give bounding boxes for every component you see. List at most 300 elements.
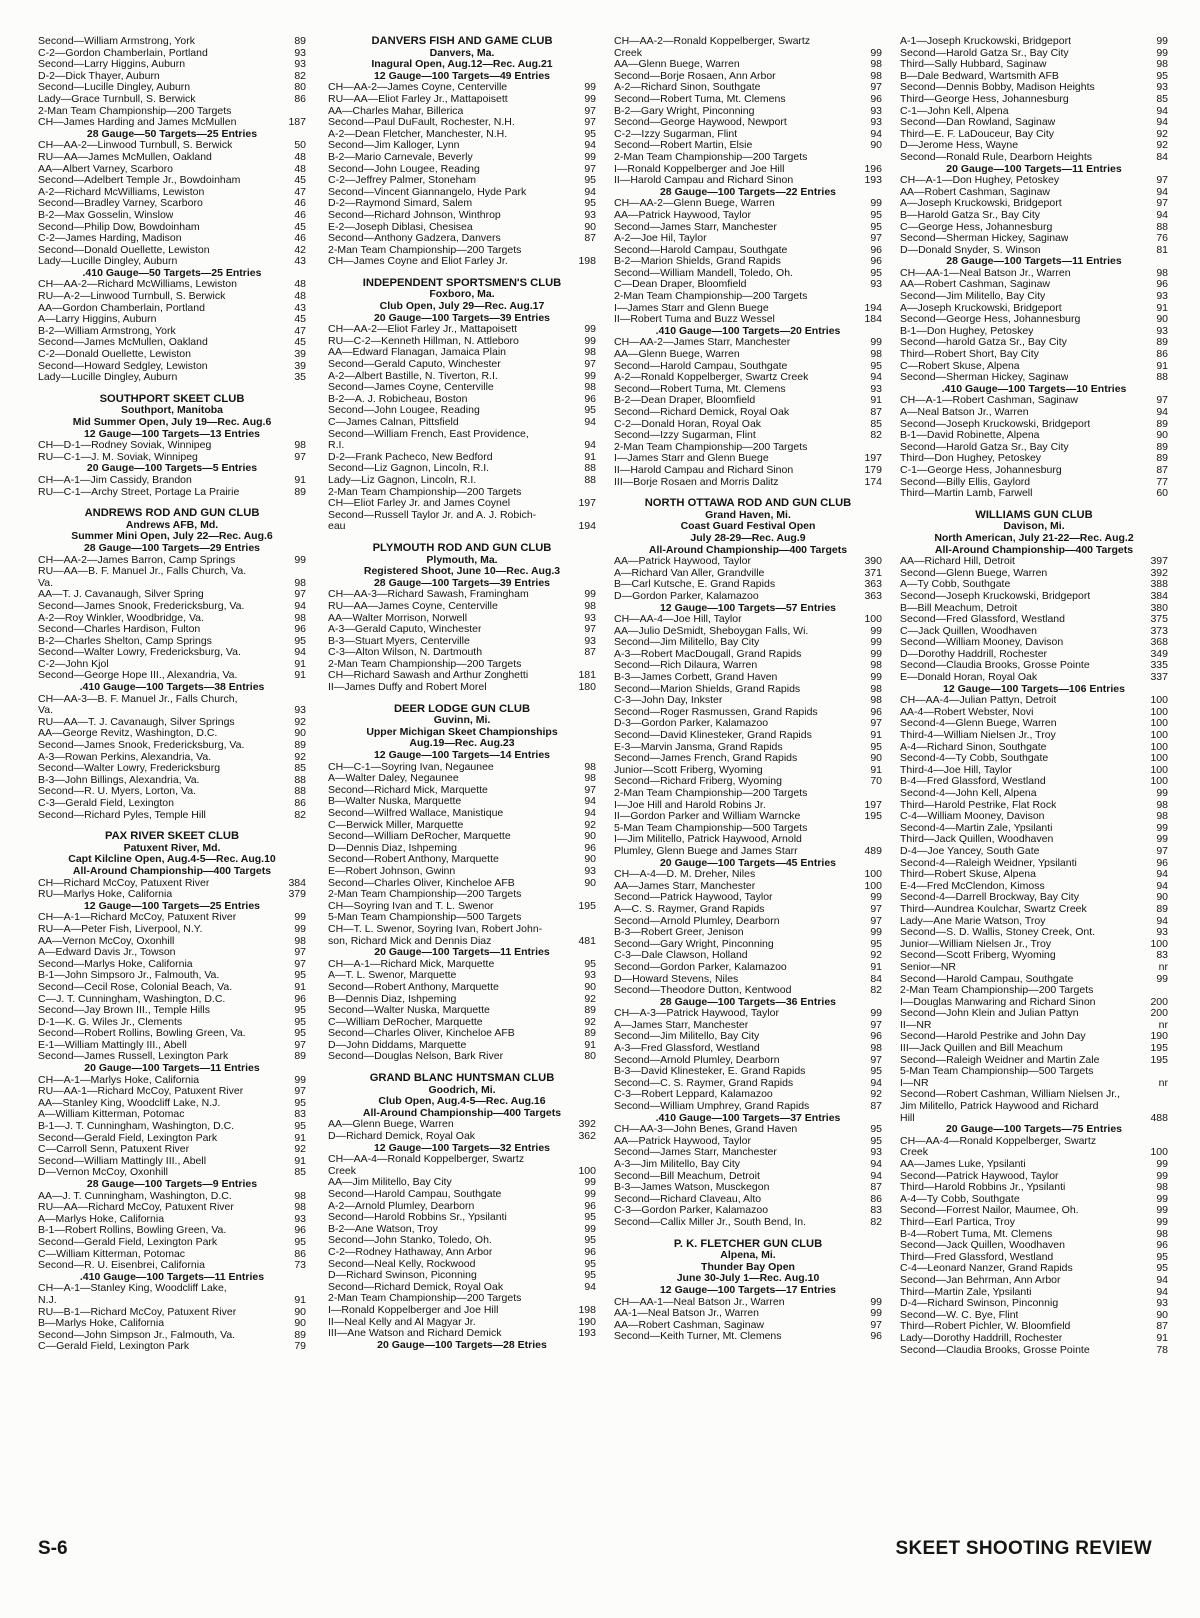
event-heading: 12 Gauge—100 Targets—106 Entries: [943, 682, 1125, 695]
result-score: 380: [1150, 601, 1168, 614]
result-row: [38, 763, 306, 775]
result-entry: Second—Gerald Caputo, Winchester: [328, 359, 501, 371]
result-score: 89: [1156, 452, 1168, 465]
result-row: [328, 452, 596, 464]
result-entry: Second—Harold Gatza Sr., Bay City: [900, 47, 1069, 59]
result-row: [614, 916, 882, 928]
result-row: [614, 71, 882, 83]
result-entry: Second—James McMullen, Oakland: [38, 337, 208, 349]
result-score: 198: [578, 1303, 596, 1316]
result-row: [614, 1136, 882, 1148]
result-row: [328, 140, 596, 152]
event-heading: Goodrich, Mi.: [428, 1083, 496, 1096]
result-score: 89: [1156, 440, 1168, 453]
event-heading: July 28-29—Rec. Aug.9: [690, 531, 806, 544]
magazine-title: SKEET SHOOTING REVIEW: [895, 1538, 1152, 1559]
result-entry: C-2—Rodney Hathaway, Ann Arbor: [328, 1246, 493, 1258]
result-entry: Second—George Hope III., Alexandria, Va.: [38, 670, 238, 682]
result-score: [860, 152, 882, 164]
result-entry: E—Donald Horan, Royal Oak: [900, 672, 1038, 684]
result-row: [38, 947, 306, 959]
result-row: [900, 1089, 1168, 1101]
result-row: [38, 717, 306, 729]
result-entry: Second—Ronald Rule, Dearborn Heights: [900, 151, 1093, 163]
result-row: [38, 1260, 306, 1272]
result-row: [900, 419, 1168, 431]
result-score: 200: [1150, 995, 1168, 1008]
result-entry: Third—Earl Partica, Troy: [900, 1216, 1015, 1228]
result-score: 100: [1150, 763, 1168, 776]
event-heading: All-Around Championship—400 Targets: [362, 1106, 562, 1119]
result-score: 392: [578, 1118, 596, 1131]
result-entry: Third—Don Hughey, Petoskey: [900, 453, 1042, 465]
result-row: [900, 916, 1168, 928]
result-entry: I—Joe Hill and Harold Robins Jr.: [614, 799, 766, 811]
result-score: 99: [584, 588, 596, 601]
result-score: 94: [870, 1158, 882, 1170]
result-score: 190: [578, 1315, 596, 1328]
result-row: [328, 1131, 596, 1143]
result-row: [900, 939, 1168, 951]
result-row: [900, 579, 1168, 591]
result-score: 95: [294, 1004, 306, 1017]
result-score: 89: [294, 485, 306, 498]
result-entry: Second—C. S. Raymer, Grand Rapids: [614, 1077, 794, 1089]
result-row: [38, 659, 306, 671]
result-score: 99: [870, 647, 882, 660]
result-score: 89: [1156, 902, 1168, 915]
event-heading: 20 Gauge—100 Targets—39 Entries: [373, 311, 551, 324]
result-row: [328, 175, 596, 187]
result-score: 77: [1156, 475, 1168, 488]
result-row: [38, 1202, 306, 1214]
result-score: 90: [584, 876, 596, 889]
result-entry: Va.: [38, 577, 53, 589]
result-entry: Second—Larry Higgins, Auburn: [38, 59, 186, 71]
result-score: 93: [294, 1212, 306, 1225]
result-entry: Lady—Lucille Dingley, Auburn: [38, 256, 178, 268]
result-score: 335: [1150, 659, 1168, 672]
result-score: 93: [870, 116, 882, 129]
result-row: [614, 1008, 882, 1020]
result-score: 97: [584, 358, 596, 371]
result-entry: Second—Dan Rowland, Saginaw: [900, 117, 1056, 129]
result-entry: B-3—James Corbett, Grand Haven: [614, 672, 778, 684]
result-entry: Second—Charles Oliver, Kincheloe AFB: [328, 877, 515, 889]
result-entry: D—Dorothy Haddrill, Rochester: [900, 648, 1048, 660]
result-score: 90: [294, 1305, 306, 1318]
event-heading: 20 Gauge—100 Targets—45 Entries: [659, 856, 837, 869]
result-entry: Third—Aundrea Koulchar, Swartz Creek: [900, 903, 1087, 915]
result-row: [900, 753, 1168, 765]
result-row: [614, 753, 882, 765]
result-entry: A-2—Arnold Plumley, Dearborn: [328, 1200, 475, 1212]
result-score: 179: [864, 463, 882, 476]
result-row: [614, 1031, 882, 1043]
result-score: 99: [1156, 36, 1168, 47]
result-entry: Second—Claudia Brooks, Grosse Pointe: [900, 1344, 1090, 1356]
result-row: [900, 1345, 1168, 1357]
result-row: [900, 1159, 1168, 1171]
result-score: 174: [864, 475, 882, 488]
result-entry: A—C. S. Raymer, Grand Rapids: [614, 903, 765, 915]
result-row: [900, 1043, 1168, 1055]
result-entry: Second—William Mattingly III., Abell: [38, 1155, 207, 1167]
result-entry: B-2—Mario Carnevale, Beverly: [328, 151, 473, 163]
result-score: 93: [1156, 1297, 1168, 1310]
result-score: 95: [584, 174, 596, 187]
result-row: [38, 487, 306, 499]
result-row: [614, 881, 882, 893]
result-score: 388: [1150, 578, 1168, 591]
result-score: 48: [294, 150, 306, 163]
result-score: 95: [584, 1234, 596, 1247]
result-row: [328, 1017, 596, 1029]
result-entry: Junior—Scott Friberg, Wyoming: [614, 764, 763, 776]
result-entry: A-2—Richard McWilliams, Lewiston: [38, 186, 205, 198]
result-entry: Second—Robert Anthony, Marquette: [328, 854, 499, 866]
event-heading: 28 Gauge—100 Targets—22 Entries: [659, 185, 837, 198]
result-row: [900, 175, 1168, 187]
result-row: [328, 843, 596, 855]
event-heading: .410 Gauge—50 Targets—25 Entries: [82, 266, 262, 279]
result-row: [38, 959, 306, 971]
result-row: [614, 291, 882, 303]
result-row: [614, 279, 882, 291]
result-entry: A-2—Joe Hil, Taylor: [614, 233, 707, 245]
event-heading: Foxboro, Ma.: [429, 288, 495, 301]
result-entry: B—Marlys Hoke, California: [38, 1318, 165, 1330]
result-row: [900, 1240, 1168, 1252]
result-entry: Second—William Armstrong, York: [38, 36, 195, 47]
result-score: 43: [294, 301, 306, 314]
result-row: [614, 1171, 882, 1183]
result-score: 90: [1156, 1308, 1168, 1321]
result-entry: Second—Jack Quillen, Woodhaven: [900, 1240, 1065, 1252]
result-score: [1146, 985, 1168, 997]
result-entry: Second—Harold Campau, Southgate: [328, 1189, 502, 1200]
result-score: 197: [578, 497, 596, 510]
result-score: 95: [870, 1134, 882, 1147]
result-entry: C-4—Leonard Nanzer, Grand Rapids: [900, 1263, 1073, 1275]
result-row: [900, 823, 1168, 835]
result-entry: Second—Patrick Haywood, Taylor: [900, 1170, 1059, 1182]
result-entry: Second—Jay Brown III., Temple Hills: [38, 1005, 210, 1017]
result-entry: II—Harold Campau and Richard Sinon: [614, 175, 794, 187]
result-score: 84: [1156, 150, 1168, 163]
result-entry: D-2—Raymond Simard, Salem: [328, 198, 473, 210]
event-heading: Thunder Bay Open: [701, 1260, 795, 1273]
result-score: 83: [1156, 949, 1168, 962]
result-row: [328, 1305, 596, 1317]
result-row: [38, 245, 306, 257]
result-row: [614, 129, 882, 141]
result-entry: CH—A-4—D. M. Dreher, Niles: [614, 869, 756, 881]
result-entry: C-3—Alton Wilson, N. Dartmouth: [328, 647, 483, 659]
result-entry: Second—John Klein and Julian Pattyn: [900, 1008, 1079, 1020]
result-score: 363: [864, 578, 882, 591]
result-score: 90: [294, 727, 306, 740]
result-entry: Second—Jan Behrman, Ann Arbor: [900, 1274, 1061, 1286]
result-score: 91: [294, 657, 306, 670]
result-row: [614, 788, 882, 800]
result-score: 93: [870, 1146, 882, 1159]
result-score: 93: [584, 969, 596, 982]
result-entry: CH—AA-2—Ronald Koppelberger, Swartz: [614, 36, 811, 47]
result-score: 96: [870, 1330, 882, 1343]
result-entry: C-2—Gordon Chamberlain, Portland: [38, 47, 208, 59]
result-entry: Second—Harold Campau, Southgate: [614, 360, 788, 372]
result-score: 88: [1156, 220, 1168, 233]
result-entry: Second—Dennis Bobby, Madison Heights: [900, 82, 1095, 94]
club-title: ANDREWS ROD AND GUN CLUB: [84, 507, 260, 520]
event-heading: Mid Summer Open, July 19—Rec. Aug.6: [72, 416, 272, 428]
result-score: 95: [870, 266, 882, 279]
result-entry: Second—Scott Friberg, Wyoming: [900, 950, 1056, 962]
result-row: [614, 245, 882, 257]
result-row: [328, 1154, 596, 1166]
result-entry: AA—Julio DeSmidt, Sheboygan Falls, Wi.: [614, 625, 809, 637]
result-score: 82: [870, 984, 882, 997]
result-score: 92: [584, 992, 596, 1005]
event-heading: 12 Gauge—100 Targets—13 Entries: [83, 427, 261, 440]
result-entry: B—Harold Gatza Sr., Bay City: [900, 209, 1041, 221]
result-entry: II—Robert Tuma and Buzz Wessel: [614, 314, 775, 326]
result-entry: Second—Callix Miller Jr., South Bend, In.: [614, 1216, 807, 1228]
result-row: [900, 291, 1168, 303]
result-entry: AA—Jim Militello, Bay City: [328, 1177, 452, 1189]
result-score: 99: [870, 1295, 882, 1308]
result-score: 100: [1150, 1146, 1168, 1159]
event-heading: 12 Gauge—100 Targets—57 Entries: [659, 601, 837, 614]
result-entry: I—Ronald Koppelberger and Joe Hill: [614, 163, 785, 175]
result-row: [900, 776, 1168, 788]
result-score: 98: [294, 1189, 306, 1202]
result-entry: D—Howard Stevens, Niles: [614, 973, 739, 985]
result-score: 94: [870, 371, 882, 384]
result-entry: Third—E. F. LaDouceur, Bay City: [900, 128, 1055, 140]
result-row: [900, 1020, 1168, 1032]
result-entry: I—Jim Militello, Patrick Haywood, Arnold: [614, 834, 802, 846]
result-score: 86: [1156, 348, 1168, 361]
event-heading: June 30-July 1—Rec. Aug.10: [676, 1272, 820, 1285]
result-row: [900, 742, 1168, 754]
result-score: 99: [870, 636, 882, 649]
result-score: 91: [1156, 359, 1168, 372]
result-score: 95: [1156, 1262, 1168, 1275]
result-entry: A—James Starr, Manchester: [614, 1019, 749, 1031]
result-entry: Second—Jim Militello, Bay City: [900, 291, 1046, 303]
result-row: [614, 1331, 882, 1343]
result-row: [38, 1005, 306, 1017]
result-score: 88: [584, 462, 596, 475]
result-row: [38, 1330, 306, 1342]
result-row: [328, 164, 596, 176]
result-entry: Second—Charles Hardison, Fulton: [38, 624, 201, 636]
result-row: [900, 718, 1168, 730]
result-row: [614, 1055, 882, 1067]
result-entry: D-2—Frank Pacheco, New Bedford: [328, 451, 493, 463]
result-row: [900, 927, 1168, 939]
result-entry: C-2—Izzy Sugarman, Flint: [614, 128, 738, 140]
result-score: 94: [584, 416, 596, 428]
result-score: 99: [1156, 972, 1168, 985]
result-score: 98: [870, 1042, 882, 1055]
result-score: 99: [870, 671, 882, 684]
result-row: [614, 672, 882, 684]
result-entry: C-2—Jeffrey Palmer, Stoneham: [328, 175, 477, 187]
result-score: 94: [1156, 116, 1168, 129]
result-entry: Second—John Lougee, Reading: [328, 405, 480, 417]
result-row: [328, 808, 596, 820]
result-entry: Second—James Snook, Fredericksburg, Va.: [38, 740, 245, 752]
result-row: [328, 152, 596, 164]
result-score: 99: [1156, 1204, 1168, 1217]
result-entry: B-3—John Billings, Alexandria, Va.: [38, 774, 200, 786]
result-score: 73: [294, 1259, 306, 1272]
result-row: [614, 962, 882, 974]
result-score: 94: [1156, 185, 1168, 198]
result-row: [900, 660, 1168, 672]
result-row: [614, 222, 882, 234]
club-title: WILLIAMS GUN CLUB: [975, 508, 1093, 521]
result-row: [900, 1031, 1168, 1043]
result-row: [614, 904, 882, 916]
result-row: [328, 382, 596, 394]
result-entry: Second—Billy Ellis, Gaylord: [900, 476, 1031, 488]
result-row: [614, 1078, 882, 1090]
result-score: 94: [870, 1076, 882, 1089]
result-entry: Second—James Starr, Manchester: [614, 221, 777, 233]
result-score: 82: [294, 69, 306, 82]
result-entry: 2-Man Team Championship—200 Targets: [328, 486, 522, 498]
event-heading: 28 Gauge—100 Targets—39 Entries: [373, 576, 551, 589]
result-score: 94: [1156, 879, 1168, 892]
result-row: [900, 834, 1168, 846]
result-score: 91: [1156, 301, 1168, 314]
result-entry: Second—Jim Militello, Bay City: [614, 637, 760, 649]
result-row: [614, 846, 882, 858]
event-heading: Alpena, Mi.: [720, 1249, 776, 1262]
event-heading: Andrews AFB, Md.: [125, 518, 219, 531]
result-score: 362: [578, 1130, 596, 1143]
result-score: 98: [1156, 798, 1168, 811]
result-row: [328, 959, 596, 971]
result-row: [38, 117, 306, 129]
result-score: 99: [584, 92, 596, 105]
column-1: [38, 36, 306, 1514]
result-row: [614, 384, 882, 396]
result-row: [614, 579, 882, 591]
result-row: [900, 707, 1168, 719]
result-score: 93: [870, 278, 882, 291]
result-entry: D—John Diddams, Marquette: [328, 1039, 467, 1051]
result-row: [614, 892, 882, 904]
event-heading: 28 Gauge—100 Targets—11 Entries: [946, 255, 1122, 268]
result-score: 89: [584, 1027, 596, 1040]
result-row: [614, 730, 882, 742]
result-score: nr: [1158, 1018, 1168, 1031]
result-row: [900, 765, 1168, 777]
result-entry: E—Robert Johnson, Gwinn: [328, 865, 456, 877]
result-entry: RU—Marlys Hoke, California: [38, 889, 173, 901]
result-row: [38, 1318, 306, 1330]
result-entry: Second—Jim Kalloger, Lynn: [328, 140, 460, 152]
result-score: 94: [584, 139, 596, 152]
result-score: 190: [1150, 1030, 1168, 1043]
result-score: 97: [584, 162, 596, 175]
result-row: [38, 36, 306, 48]
result-row: [38, 994, 306, 1006]
result-entry: B-1—John Simpsoro Jr., Falmouth, Va.: [38, 970, 220, 982]
result-entry: CH—D-1—Rodney Soviak, Winnipeg: [38, 440, 212, 452]
result-score: 99: [584, 334, 596, 347]
result-score: 96: [294, 623, 306, 636]
result-entry: Second—Donald Ouellette, Lewiston: [38, 244, 210, 256]
result-score: 96: [870, 255, 882, 268]
result-row: [38, 314, 306, 326]
result-row: [900, 430, 1168, 442]
result-row: [900, 1287, 1168, 1299]
result-row: [38, 1028, 306, 1040]
result-score: 95: [294, 1015, 306, 1028]
result-entry: AA—Patrick Haywood, Taylor: [614, 556, 751, 568]
result-entry: Second—Keith Turner, Mt. Clemens: [614, 1331, 782, 1343]
result-row: [900, 985, 1168, 997]
result-entry: Second—Russell Taylor Jr. and A. J. Robich-: [328, 509, 537, 521]
result-entry: B-1—J. T. Cunningham, Washington, D.C.: [38, 1121, 235, 1133]
result-entry: Second—R. U. Eisenbrei, California: [38, 1260, 205, 1272]
event-heading: Upper Michigan Skeet Championships: [366, 725, 558, 738]
result-row: [38, 349, 306, 361]
event-heading: 12 Gauge—100 Targets—49 Entries: [373, 69, 551, 82]
result-row: [38, 728, 306, 740]
result-entry: Creek: [328, 1165, 357, 1177]
result-score: [860, 291, 882, 303]
result-score: 99: [1156, 1158, 1168, 1170]
result-score: 97: [294, 450, 306, 463]
result-row: [900, 962, 1168, 974]
result-entry: CH—AA-4—Julian Pattyn, Detroit: [900, 695, 1057, 707]
result-score: 98: [294, 934, 306, 947]
event-heading: 28 Gauge—100 Targets—29 Entries: [83, 541, 261, 554]
result-row: [614, 82, 882, 94]
result-score: 60: [1156, 487, 1168, 500]
result-row: [38, 970, 306, 982]
result-row: [900, 48, 1168, 60]
result-row: [38, 589, 306, 601]
result-row: [38, 175, 306, 187]
result-score: 82: [294, 808, 306, 821]
result-row: [328, 1028, 596, 1040]
result-entry: Second—Vincent Giannangelo, Hyde Park: [328, 186, 527, 198]
result-row: [328, 498, 596, 510]
event-heading: All-Around Championship—400 Targets: [648, 543, 848, 556]
result-row: [38, 1214, 306, 1226]
result-score: 194: [864, 301, 882, 314]
result-row: [38, 1017, 306, 1029]
result-row: [614, 59, 882, 71]
result-row: [38, 694, 306, 706]
result-score: 93: [1156, 324, 1168, 337]
result-score: 99: [294, 553, 306, 566]
event-heading: 12 Gauge—100 Targets—14 Entries: [373, 749, 551, 762]
result-score: 94: [1156, 868, 1168, 881]
result-entry: CH—C-1—Soyring Ivan, Negaunee: [328, 761, 494, 773]
result-entry: Second—Sherman Hickey, Saginaw: [900, 233, 1069, 245]
result-row: [38, 291, 306, 303]
club-title: GRAND BLANC HUNTSMAN CLUB: [369, 1072, 555, 1085]
